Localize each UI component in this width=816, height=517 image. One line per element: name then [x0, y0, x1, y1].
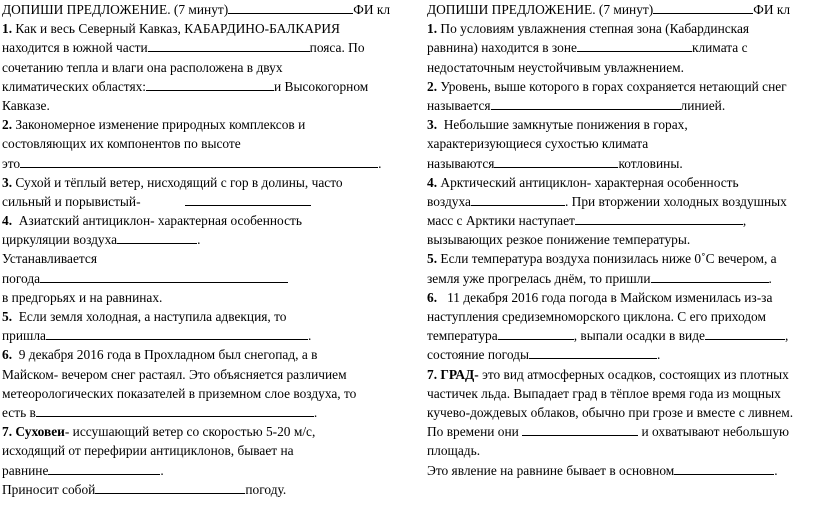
- right-q6-line4: [427, 345, 815, 364]
- right-q1-line3: [427, 58, 815, 77]
- left-q4-line1: [2, 211, 390, 230]
- left-q3-text: сильный и порывистый-: [2, 193, 141, 209]
- right-q6-text: состояние погоды: [427, 347, 529, 363]
- left-q6-text: .: [313, 404, 318, 420]
- left-q4-text: в предгорьях и на равнинах.: [2, 289, 163, 305]
- right-q2-line2: [427, 96, 815, 115]
- right-q3-line3: [427, 154, 815, 173]
- right-q5-line1: [427, 249, 815, 268]
- left-q7-line1: [2, 422, 390, 441]
- right-q1-text: равнина) находится в зоне: [427, 40, 577, 56]
- left-q6-text: метеорологических показателей в приземном слое воздуха, то: [2, 385, 357, 401]
- left-q4-text: погода: [2, 270, 41, 286]
- left-q1-text: сочетанию тепла и влаги она расположена в двух: [2, 59, 283, 75]
- left-q1-line2: [2, 38, 390, 57]
- left-q6-line2: [2, 365, 390, 384]
- left-q7-text: погоду.: [245, 481, 287, 497]
- right-q4-text: Арктический антициклон- характерная особенность: [440, 174, 739, 190]
- right-q7-text: и охватывают небольшую: [641, 424, 790, 440]
- right-q4-line1: [427, 173, 815, 192]
- right-q2-blank[interactable]: [491, 96, 681, 110]
- left-q2-text: состовляющих их компонентов по высоте: [2, 136, 241, 152]
- left-q7-number: 7.: [2, 424, 13, 440]
- left-q1-text: пояса. По: [309, 40, 365, 56]
- right-q1-line2: [427, 38, 815, 57]
- right-q4-blank-2[interactable]: [575, 211, 743, 225]
- left-q7-text: .: [160, 462, 164, 478]
- left-q4-line5: [2, 288, 390, 307]
- right-q6-text: температура: [427, 328, 498, 344]
- right-header-fio: ФИ кл: [753, 2, 791, 17]
- left-q2-blank[interactable]: [20, 154, 378, 168]
- right-q4-text: масс с Арктики наступает: [427, 213, 575, 229]
- right-q1-text: По условиям увлажнения степная зона (Кабардинская: [440, 21, 750, 37]
- right-q5-text: Если температура воздуха понизилась ниже 0˚С вечером, а: [440, 251, 777, 267]
- left-q1-line1: [2, 19, 390, 38]
- right-name-blank[interactable]: [653, 0, 753, 14]
- left-worksheet: [2, 0, 390, 499]
- right-q1-number: 1.: [427, 21, 438, 37]
- left-q1-line3: [2, 58, 390, 77]
- right-q6-line3: [427, 326, 815, 345]
- left-q1-line5: [2, 96, 390, 115]
- right-q7-blank-2[interactable]: [674, 461, 774, 475]
- left-q1-text: климатических областях:: [2, 78, 147, 94]
- right-q7-line3: [427, 403, 815, 422]
- right-q4-text: воздуха: [427, 193, 471, 209]
- left-header-title: ДОПИШИ ПРЕДЛОЖЕНИЕ. (7 минут): [2, 2, 229, 17]
- right-q1-blank[interactable]: [577, 38, 692, 52]
- left-q2-line3: [2, 154, 390, 173]
- right-q7-line2: [427, 384, 815, 403]
- right-q4-line4: [427, 230, 815, 249]
- left-q7-text: исходящий от перефирии антициклонов, бывает на: [2, 443, 294, 459]
- left-q1-text: и Высокогорном: [274, 78, 369, 94]
- left-q6-line1: [2, 345, 390, 364]
- right-q5-blank[interactable]: [651, 269, 769, 283]
- left-q1-text: Как и весь Северный Кавказ, КАБАРДИНО-БАЛКАРИЯ: [15, 21, 340, 37]
- left-q7-blank-1[interactable]: [48, 461, 160, 475]
- right-q6-number: 6.: [427, 289, 438, 305]
- right-q7-text: площадь.: [427, 443, 481, 459]
- left-q6-text: 9 декабря 2016 года в Прохладном был снегопад, а в: [18, 347, 318, 363]
- right-q7-text: По времени они: [427, 424, 519, 440]
- right-q3-text: Небольшие замкнутые понижения в горах,: [443, 117, 688, 133]
- right-q7-text: это вид атмосферных осадков, состоящих из плотных: [482, 366, 789, 382]
- left-q5-text: Если земля холодная, а наступила адвекция, то: [18, 309, 287, 324]
- left-q2-text: Закономерное изменение природных комплексов и: [15, 117, 306, 133]
- left-q7-line4: [2, 480, 390, 499]
- right-worksheet: [427, 0, 815, 480]
- left-q6-text: есть в: [2, 404, 36, 420]
- right-q5-number: 5.: [427, 251, 438, 267]
- right-q2-text: линией.: [680, 97, 726, 113]
- left-q5-line1: [2, 307, 390, 326]
- right-q1-text: климата с: [691, 40, 748, 56]
- right-q4-text: . При вторжении холодных воздушных: [564, 193, 787, 209]
- left-q6-number: 6.: [2, 347, 13, 363]
- right-q7-text: кучево-дождевых облаков, обычно при грозе и вместе с ливнем.: [427, 404, 794, 420]
- right-q7-line4: [427, 422, 815, 441]
- left-q2-line2: [2, 134, 390, 153]
- right-q7-term: ГРАД-: [440, 366, 479, 382]
- right-q7-line5: [427, 441, 815, 460]
- right-q3-line1: [427, 115, 815, 134]
- right-q6-line2: [427, 307, 815, 326]
- left-q3-line1: [2, 173, 390, 192]
- left-q3-blank[interactable]: [185, 192, 311, 206]
- right-q5-text: земля уже прогрелась днём, то пришли: [427, 270, 651, 286]
- left-q5-text: .: [307, 328, 312, 344]
- left-q1-text: Кавказе.: [2, 97, 50, 113]
- right-q7-line1: [427, 365, 815, 384]
- left-q1-line4: [2, 77, 390, 96]
- left-q7-text: - иссушающий ветер со скоростью 5-20 м/с,: [64, 424, 316, 440]
- left-q1-text: находится в южной части: [2, 40, 148, 56]
- right-q4-text: вызывающих резкое понижение температуры.: [427, 232, 691, 248]
- right-q7-text: частичек льда. Выпадает град в тёплое время года из мощных: [427, 385, 781, 401]
- right-q1-line1: [427, 19, 815, 38]
- right-q6-blank-2[interactable]: [705, 326, 785, 340]
- left-header: [2, 0, 390, 19]
- left-q4-text: циркуляции воздуха: [2, 232, 118, 248]
- right-q3-text: характеризующиеся сухостью климата: [427, 136, 649, 152]
- left-q2-number: 2.: [2, 117, 13, 133]
- left-q7-term: Суховеи: [15, 424, 65, 440]
- right-q7-text: Это явление на равнине бывает в основном: [427, 462, 675, 478]
- right-q4-blank-1[interactable]: [471, 192, 565, 206]
- right-q5-text: .: [768, 270, 772, 286]
- right-q3-number: 3.: [427, 117, 438, 133]
- left-q4-text: Устанавливается: [2, 251, 98, 267]
- left-q2-text: .: [378, 155, 382, 171]
- right-q2-text: Уровень, выше которого в горах сохраняется нетающий снег: [440, 78, 787, 94]
- left-q4-line2: [2, 230, 390, 249]
- left-name-blank[interactable]: [228, 0, 353, 14]
- right-q3-line2: [427, 134, 815, 153]
- left-q4-number: 4.: [2, 213, 13, 229]
- right-q4-line2: [427, 192, 815, 211]
- right-q3-blank[interactable]: [494, 154, 618, 168]
- left-q7-line3: [2, 461, 390, 480]
- right-q6-line1: [427, 288, 815, 307]
- right-q3-text: называются: [427, 155, 495, 171]
- left-q7-text: Приносит собой: [2, 481, 96, 497]
- right-header: [427, 0, 815, 19]
- right-q2-number: 2.: [427, 78, 438, 94]
- left-q4-line3: [2, 249, 390, 268]
- right-q6-text: 11 декабря 2016 года погода в Майском изменилась из-за: [447, 289, 773, 305]
- left-q7-text: равнине: [2, 462, 49, 478]
- left-q6-text: Майском- вечером снег растаял. Это объясняется различием: [2, 366, 347, 382]
- right-q6-text: , выпали осадки в виде: [573, 328, 705, 344]
- left-q4-blank-2[interactable]: [40, 269, 288, 283]
- left-q7-line2: [2, 441, 390, 460]
- left-q5-line2: [2, 326, 390, 345]
- right-q6-blank-1[interactable]: [498, 326, 574, 340]
- left-q5-text: пришла: [2, 328, 46, 344]
- left-q3-line2: [2, 192, 390, 211]
- right-q6-text: наступления средиземноморского циклона. С его приходом: [427, 309, 766, 324]
- left-q1-blank-1[interactable]: [148, 38, 310, 52]
- left-header-fio: ФИ кл: [353, 2, 391, 17]
- left-q6-line4: [2, 403, 390, 422]
- left-q1-blank-2[interactable]: [146, 77, 274, 91]
- left-q7-blank-2[interactable]: [95, 480, 245, 494]
- right-q4-text: ,: [742, 213, 747, 229]
- right-header-title: ДОПИШИ ПРЕДЛОЖЕНИЕ. (7 минут): [427, 2, 654, 17]
- left-q2-line1: [2, 115, 390, 134]
- right-q4-number: 4.: [427, 174, 438, 190]
- left-q6-line3: [2, 384, 390, 403]
- right-q4-line3: [427, 211, 815, 230]
- right-q2-text: называется: [427, 97, 491, 113]
- right-q7-text: .: [774, 462, 778, 478]
- left-q4-blank-1[interactable]: [117, 230, 197, 244]
- right-q3-text: котловины.: [618, 155, 683, 171]
- left-q1-number: 1.: [2, 21, 13, 37]
- left-q4-text: Азиатский антициклон- характерная особенность: [18, 213, 302, 229]
- right-q5-line2: [427, 269, 815, 288]
- right-q6-text: .: [656, 347, 661, 363]
- left-q4-line4: [2, 269, 390, 288]
- left-q2-text: это: [2, 155, 21, 171]
- left-q4-text: .: [197, 232, 201, 248]
- right-q6-blank-3[interactable]: [529, 345, 657, 359]
- left-q3-text: Сухой и тёплый ветер, нисходящий с гор в долины, часто: [15, 174, 343, 190]
- left-q5-blank[interactable]: [46, 326, 308, 340]
- right-q1-text: недостаточным неустойчивым увлажнением.: [427, 59, 684, 75]
- right-q2-line1: [427, 77, 815, 96]
- left-q6-blank[interactable]: [36, 403, 314, 417]
- right-q7-line6: [427, 461, 815, 480]
- left-q3-number: 3.: [2, 174, 13, 190]
- right-q7-number: 7.: [427, 366, 438, 382]
- right-q7-blank-1[interactable]: [522, 422, 638, 436]
- left-q5-number: 5.: [2, 309, 13, 324]
- right-q6-text: ,: [784, 328, 789, 344]
